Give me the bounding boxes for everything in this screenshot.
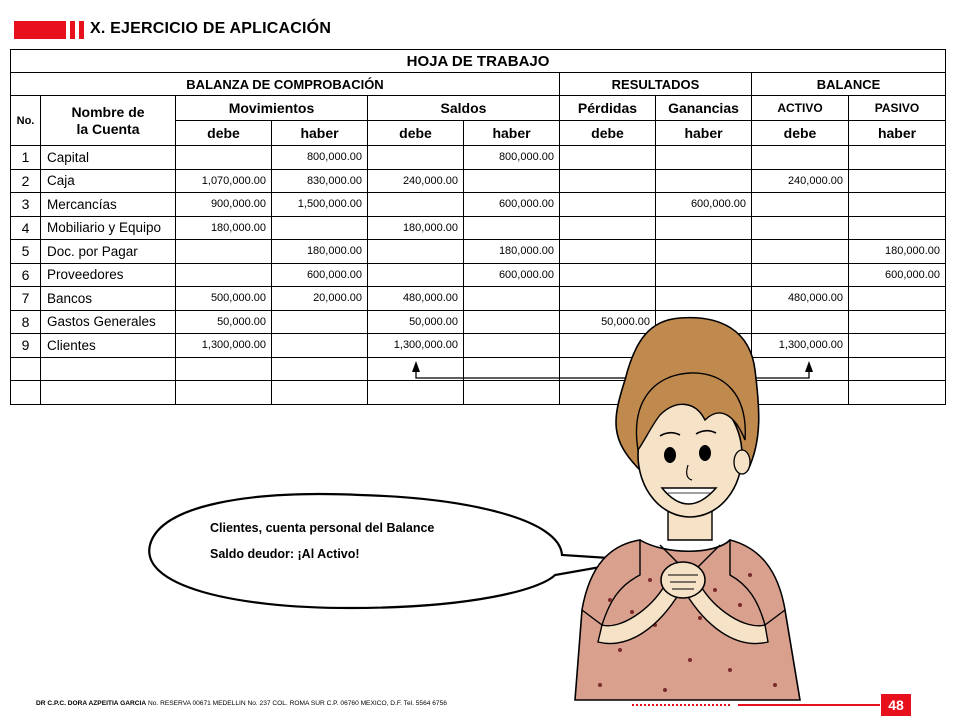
cell-no: 7 [11,287,41,311]
cell-no: 5 [11,240,41,264]
cell-mov-debe: 180,000.00 [176,216,272,240]
header-haber: haber [464,121,560,146]
cell-sal-haber: 180,000.00 [464,240,560,264]
cell-bal-haber: 180,000.00 [849,240,946,264]
cell-account-name: Gastos Generales [41,310,176,334]
header-saldos: Saldos [368,96,560,121]
cell-sal-debe: 1,300,000.00 [368,334,464,358]
cell-sal-haber: 600,000.00 [464,263,560,287]
cell-res-haber: 600,000.00 [656,193,752,217]
header-movimientos: Movimientos [176,96,368,121]
cell-sal-debe: 480,000.00 [368,287,464,311]
cell-bal-debe: 480,000.00 [752,287,849,311]
cell-mov-haber: 600,000.00 [272,263,368,287]
group-balance: BALANCE [752,73,946,96]
cell-mov-haber: 180,000.00 [272,240,368,264]
cell-res-debe: 50,000.00 [560,310,656,334]
cell-mov-haber: 830,000.00 [272,169,368,193]
header-haber: haber [656,121,752,146]
cell-no: 1 [11,146,41,170]
header-pasivo: PASIVO [849,96,946,121]
header-no: No. [11,96,41,146]
bubble-line-2: Saldo deudor: ¡Al Activo! [210,547,360,561]
cell-mov-debe: 1,300,000.00 [176,334,272,358]
cell-no: 6 [11,263,41,287]
cell-mov-haber: 20,000.00 [272,287,368,311]
cell-mov-haber: 1,500,000.00 [272,193,368,217]
footer-author: DR C.P.C. DORA AZPEITIA GARCIA [36,700,147,707]
cell-mov-debe: 900,000.00 [176,193,272,217]
cell-mov-debe: 500,000.00 [176,287,272,311]
cell-no: 2 [11,169,41,193]
cell-account-name: Proveedores [41,263,176,287]
cell-no: 9 [11,334,41,358]
page-number: 48 [881,694,911,716]
cell-sal-haber: 600,000.00 [464,193,560,217]
header-account-name-line1: Nombre de [71,103,145,120]
footer-line [738,704,880,706]
header-debe: debe [176,121,272,146]
header-ganancias: Ganancias [656,96,752,121]
footer-details: No. RESERVA 00671 MEDELLIN No. 237 COL. ROMA SUR C.P. 06760 MEXICO, D.F. Tel. 5564 6756 [148,700,447,707]
footer-dotted-line [632,704,730,706]
cell-no: 8 [11,310,41,334]
header-account-name-line2: la Cuenta [76,120,140,137]
group-balanza: BALANZA DE COMPROBACIÓN [11,73,560,96]
cell-account-name: Capital [41,146,176,170]
cell-account-name: Clientes [41,334,176,358]
cell-bal-debe: 1,300,000.00 [752,334,849,358]
cell-account-name: Mobiliario y Equipo [41,216,176,240]
cell-bal-debe: 240,000.00 [752,169,849,193]
header-debe: debe [560,121,656,146]
cell-no: 3 [11,193,41,217]
header-debe: debe [752,121,849,146]
cell-sal-haber: 800,000.00 [464,146,560,170]
bubble-line-1: Clientes, cuenta personal del Balance [210,521,435,535]
header-perdidas: Pérdidas [560,96,656,121]
section-title: X. EJERCICIO DE APLICACIÓN [90,20,332,37]
header-haber: haber [849,121,946,146]
cell-account-name: Doc. por Pagar [41,240,176,264]
group-resultados: RESULTADOS [560,73,752,96]
header-debe: debe [368,121,464,146]
cell-bal-haber: 600,000.00 [849,263,946,287]
header-haber: haber [272,121,368,146]
cell-account-name: Caja [41,169,176,193]
cell-account-name: Mercancías [41,193,176,217]
footer-credit [36,700,447,707]
cell-sal-debe: 50,000.00 [368,310,464,334]
cell-no: 4 [11,216,41,240]
cell-mov-debe: 50,000.00 [176,310,272,334]
cell-sal-debe: 240,000.00 [368,169,464,193]
worksheet-title: HOJA DE TRABAJO [11,50,946,73]
cell-mov-haber: 800,000.00 [272,146,368,170]
cell-mov-debe: 1,070,000.00 [176,169,272,193]
cell-sal-debe: 180,000.00 [368,216,464,240]
cell-account-name: Bancos [41,287,176,311]
header-activo: ACTIVO [752,96,849,121]
